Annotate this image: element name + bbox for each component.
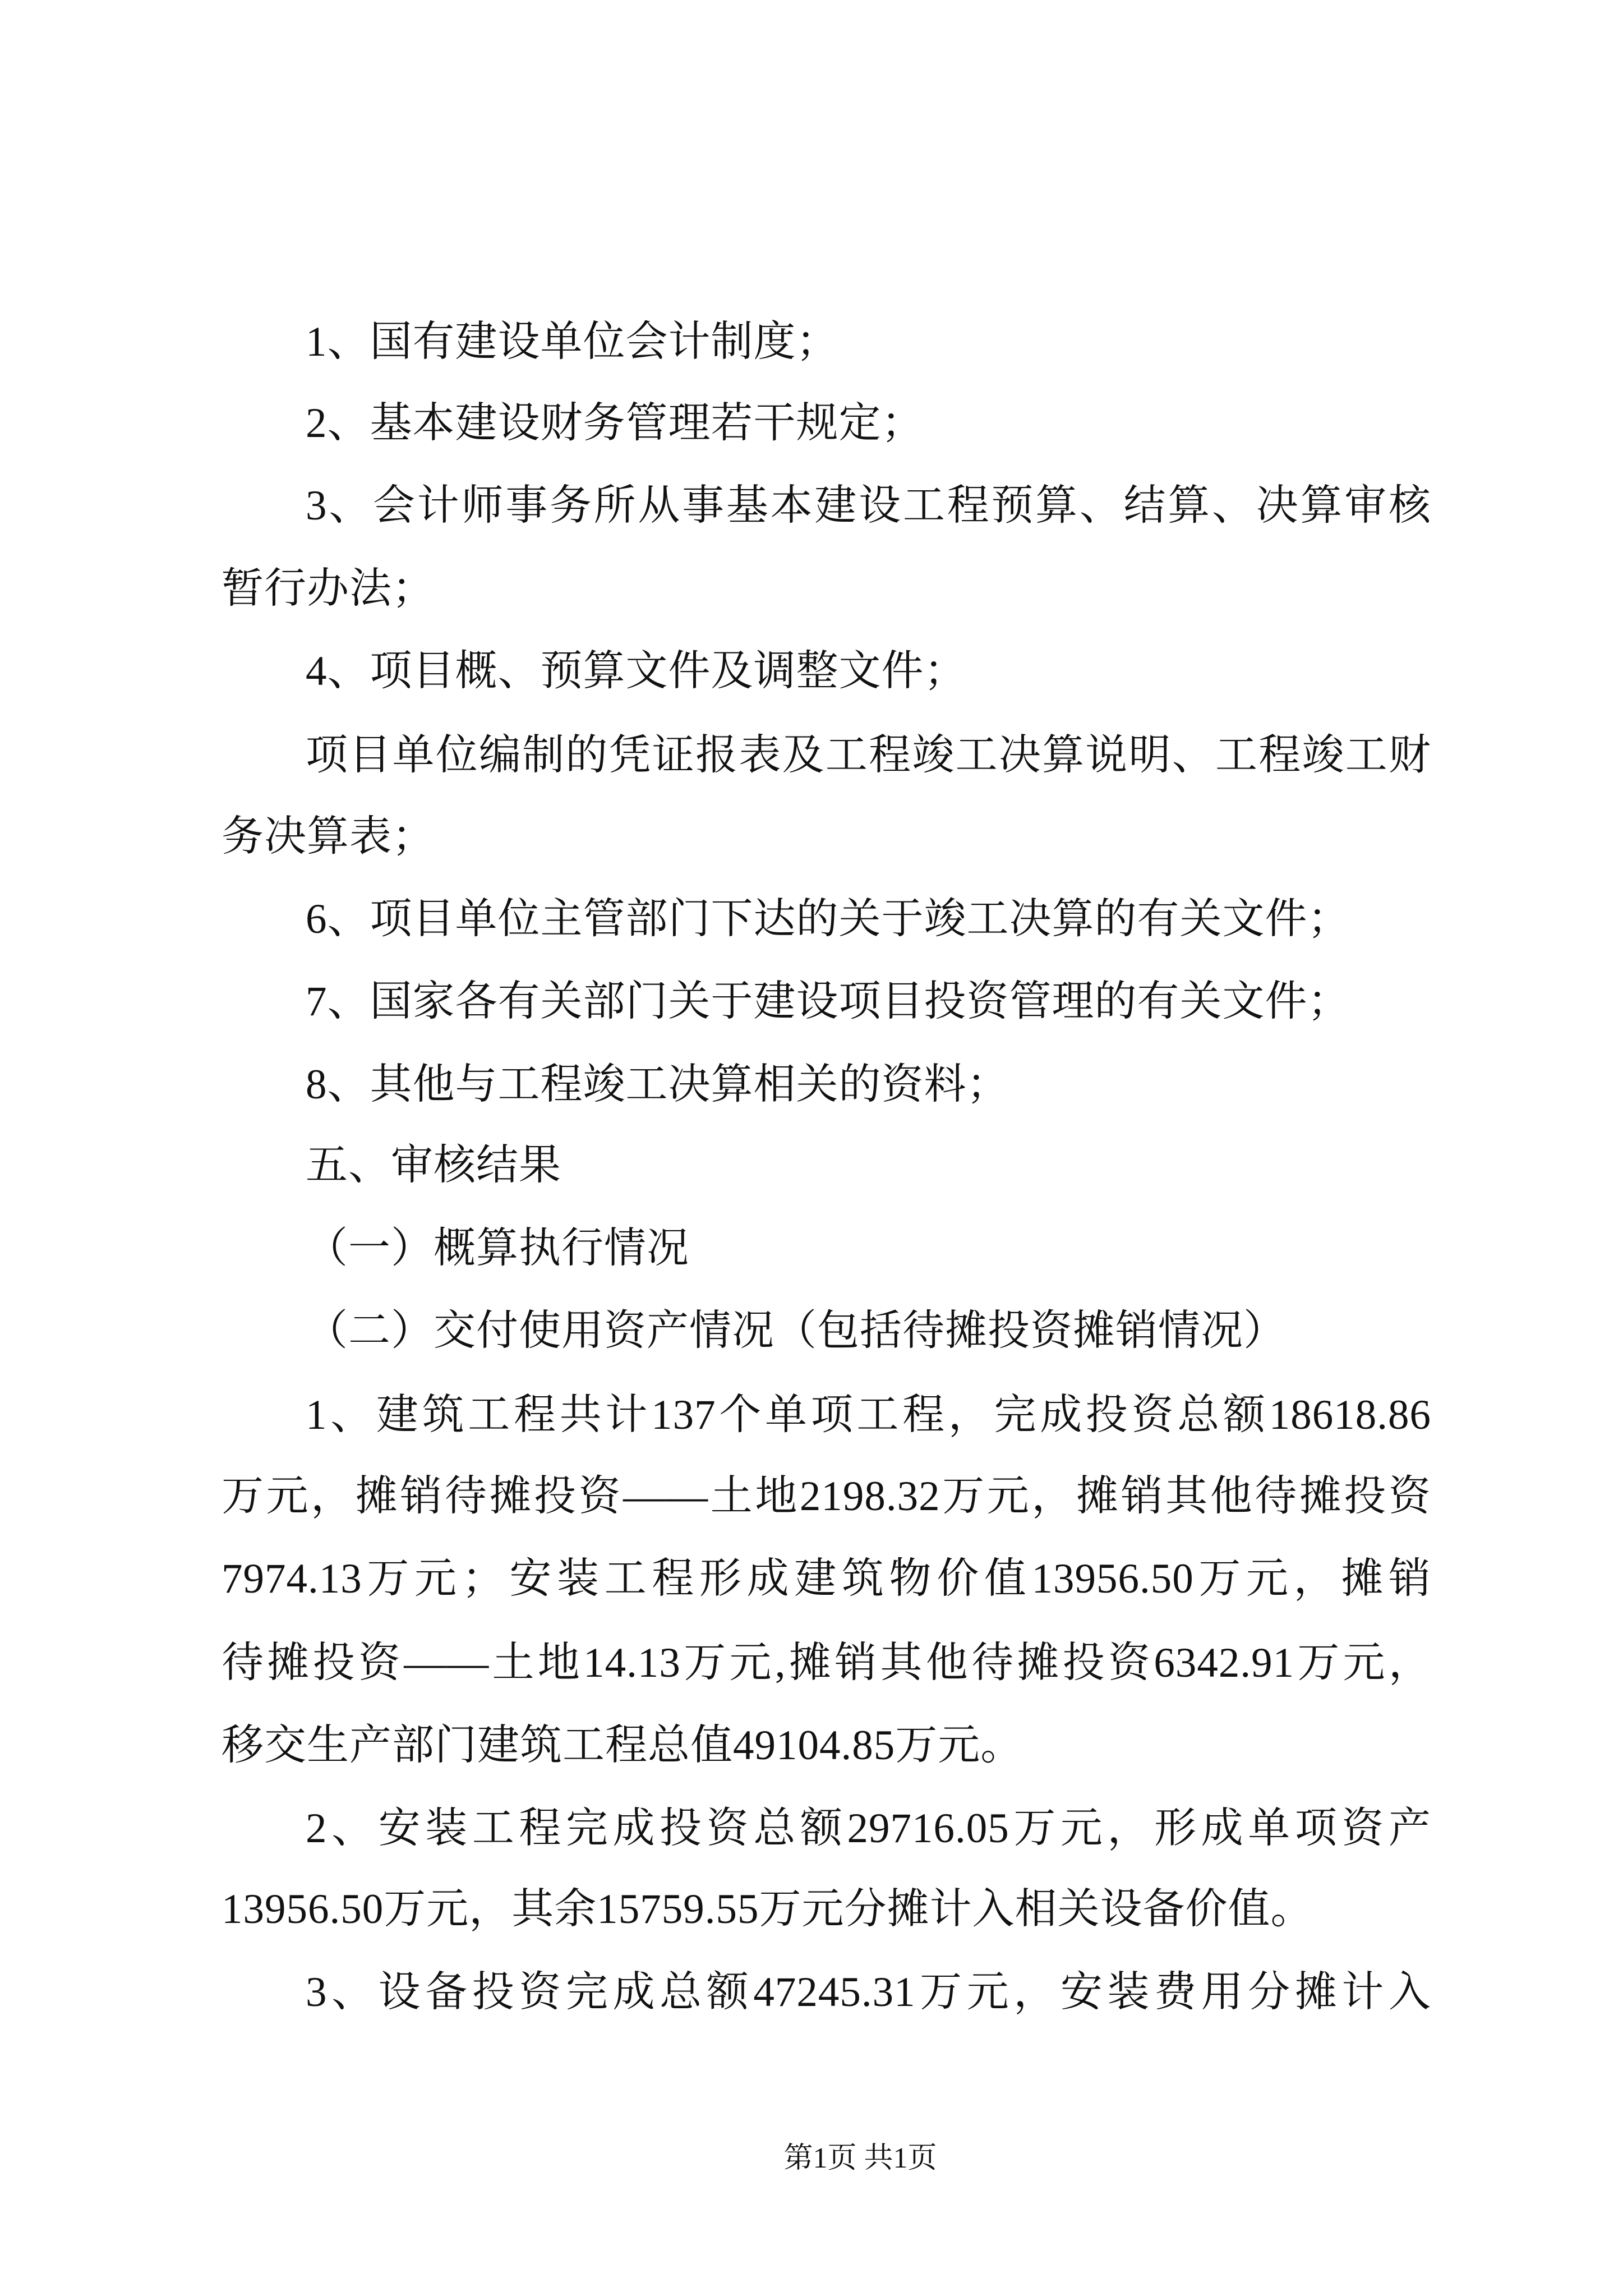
paragraph-line: 3、设备投资完成总额47245.31万元，安装费用分摊计入 [306, 1969, 1431, 2016]
list-item: 6、项目单位主管部门下达的关于竣工决算的有关文件； [306, 896, 1350, 942]
list-item: 1、国有建设单位会计制度； [306, 319, 839, 365]
list-item-continuation: 暂行办法； [222, 565, 435, 612]
paragraph-line: 万元，摊销待摊投资——土地2198.32万元，摊销其他待摊投资 [222, 1473, 1431, 1520]
paragraph-line: 7974.13万元；安装工程形成建筑物价值13956.50万元，摊销 [222, 1556, 1431, 1602]
subsection-heading: （一）概算执行情况 [306, 1225, 690, 1272]
section-heading: 五、审核结果 [306, 1142, 562, 1189]
list-item: 项目单位编制的凭证报表及工程竣工决算说明、工程竣工财 [306, 732, 1431, 779]
list-item-continuation: 务决算表； [222, 813, 435, 860]
list-item: 8、其他与工程竣工决算相关的资料； [306, 1061, 1009, 1108]
list-item: 2、基本建设财务管理若干规定； [306, 400, 924, 447]
list-item: 3、会计师事务所从事基本建设工程预算、结算、决算审核 [306, 482, 1431, 529]
paragraph-line: 待摊投资——土地14.13万元,摊销其他待摊投资6342.91万元， [222, 1640, 1431, 1686]
paragraph-line: 1、建筑工程共计137个单项工程，完成投资总额18618.86 [306, 1392, 1431, 1438]
page-footer: 第1页 共1页 [783, 2142, 937, 2174]
paragraph-line: 13956.50万元，其余15759.55万元分摊计入相关设备价值。 [222, 1886, 1313, 1932]
list-item: 4、项目概、预算文件及调整文件； [306, 648, 967, 694]
paragraph-line: 移交生产部门建筑工程总值49104.85万元。 [222, 1722, 1023, 1769]
subsection-heading: （二）交付使用资产情况（包括待摊投资摊销情况） [306, 1308, 1287, 1354]
list-item: 7、国家各有关部门关于建设项目投资管理的有关文件； [306, 978, 1350, 1025]
paragraph-line: 2、安装工程完成投资总额29716.05万元，形成单项资产 [306, 1805, 1431, 1852]
